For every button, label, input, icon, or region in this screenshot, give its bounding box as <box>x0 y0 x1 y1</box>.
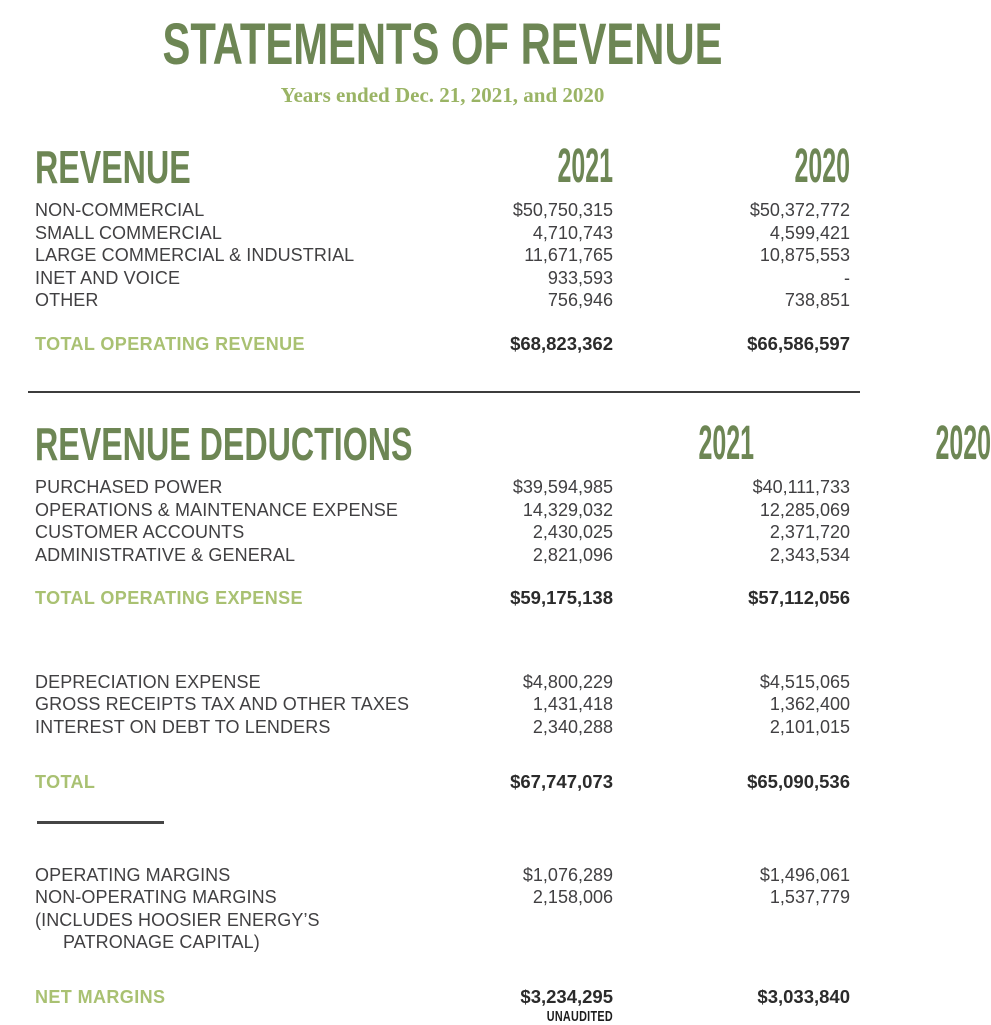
row-value-2020: 2,101,015 <box>769 716 850 737</box>
row-value-2021: 4,710,743 <box>532 222 613 243</box>
note-text: (INCLUDES HOOSIER ENERGY’S <box>35 909 320 930</box>
total-label: TOTAL <box>35 772 96 793</box>
table-row <box>35 199 850 222</box>
row-label: CUSTOMER ACCOUNTS <box>35 522 245 543</box>
margins-rows <box>35 864 850 954</box>
row-value-2020: 2,371,720 <box>769 522 850 543</box>
revenue-section <box>35 140 850 355</box>
row-value-2021: $1,076,289 <box>522 864 613 885</box>
row-value-2020: $4,515,065 <box>759 671 850 692</box>
section-divider <box>28 391 860 393</box>
margins-note-line <box>35 931 850 954</box>
table-row <box>35 671 850 694</box>
spacer <box>35 610 850 671</box>
revenue-section-header: REVENUE <box>35 141 191 194</box>
unaudited-note: UNAUDITED <box>546 1007 613 1025</box>
table-row <box>35 886 850 909</box>
row-label: NON-OPERATING MARGINS <box>35 887 277 908</box>
note-text: PATRONAGE CAPITAL) <box>63 932 260 953</box>
row-label: OPERATING MARGINS <box>35 864 231 885</box>
total-operating-expense-row <box>35 587 850 610</box>
total-value-2020: $65,090,536 <box>747 771 850 793</box>
row-label: PURCHASED POWER <box>35 477 223 498</box>
row-value-2020: 12,285,069 <box>759 499 850 520</box>
deductions-year-2021-header: 2021 <box>698 417 755 471</box>
row-value-2020: 10,875,553 <box>759 245 850 266</box>
row-value-2021: $4,800,229 <box>522 671 613 692</box>
row-value-2021: 2,430,025 <box>532 522 613 543</box>
revenue-rows <box>35 199 850 312</box>
row-value-2020: $1,496,061 <box>759 864 850 885</box>
page-title: STATEMENTS OF REVENUE <box>162 12 723 77</box>
row-value-2021: 1,431,418 <box>532 694 613 715</box>
table-row <box>35 716 850 739</box>
revenue-deductions-section <box>35 417 991 1025</box>
row-value-2020: 2,343,534 <box>769 544 850 565</box>
row-value-2020: 1,537,779 <box>769 887 850 908</box>
total-value-2020: $3,033,840 <box>757 985 850 1007</box>
net-margins-2021-cell <box>433 986 613 1025</box>
row-value-2020: - <box>844 267 850 288</box>
total-value-2020: $66,586,597 <box>747 332 850 354</box>
table-row <box>35 693 850 716</box>
total-label: NET MARGINS <box>35 986 166 1007</box>
row-label: NON-COMMERCIAL <box>35 200 205 221</box>
row-value-2020: $50,372,772 <box>749 200 850 221</box>
deductions-year-2020-header: 2020 <box>935 417 991 471</box>
row-value-2020: 738,851 <box>784 290 850 311</box>
table-row <box>35 267 850 290</box>
deductions-section-header: REVENUE DEDUCTIONS <box>35 418 413 471</box>
total-value-2021: $59,175,138 <box>510 587 613 609</box>
revenue-header-row <box>35 140 850 194</box>
row-label: GROSS RECEIPTS TAX AND OTHER TAXES <box>35 694 410 715</box>
net-margins-row <box>35 986 850 1025</box>
grand-total-row <box>35 771 850 794</box>
row-label: INTEREST ON DEBT TO LENDERS <box>35 716 331 737</box>
table-row <box>35 244 850 267</box>
table-row <box>35 544 850 567</box>
table-row <box>35 864 850 887</box>
row-value-2021: 756,946 <box>547 290 613 311</box>
deductions-rows <box>35 476 850 566</box>
table-row <box>35 222 850 245</box>
total-label: TOTAL OPERATING REVENUE <box>35 333 305 354</box>
total-label: TOTAL OPERATING EXPENSE <box>35 588 303 609</box>
row-value-2021: 11,671,765 <box>524 245 613 266</box>
row-value-2021: 2,158,006 <box>532 887 613 908</box>
row-label: ADMINISTRATIVE & GENERAL <box>35 544 296 565</box>
row-value-2020: 1,362,400 <box>769 694 850 715</box>
total-operating-revenue-row <box>35 333 850 356</box>
row-label: OTHER <box>35 290 99 311</box>
margins-note-line <box>35 909 850 932</box>
other-expense-rows <box>35 671 850 739</box>
total-value-2020: $57,112,056 <box>748 587 850 609</box>
page-subtitle: Years ended Dec. 21, 2021, and 2020 <box>280 83 605 107</box>
row-label: INET AND VOICE <box>35 267 181 288</box>
row-value-2021: 933,593 <box>547 267 613 288</box>
total-value-2021: $68,823,362 <box>510 332 613 354</box>
total-value-2021: $3,234,295 <box>520 985 613 1007</box>
row-value-2021: $50,750,315 <box>512 200 613 221</box>
row-value-2021: $39,594,985 <box>512 477 613 498</box>
row-value-2021: 2,340,288 <box>532 716 613 737</box>
revenue-year-2020-header: 2020 <box>794 140 850 193</box>
row-label: DEPRECIATION EXPENSE <box>35 671 261 692</box>
revenue-year-2021-header: 2021 <box>557 140 613 193</box>
table-row <box>35 521 850 544</box>
deductions-header-row <box>35 417 991 471</box>
row-value-2021: 2,821,096 <box>532 544 613 565</box>
total-value-2021: $67,747,073 <box>510 771 613 793</box>
row-value-2020: $40,111,733 <box>752 477 850 498</box>
subtotal-divider <box>37 821 164 824</box>
row-label: SMALL COMMERCIAL <box>35 222 222 243</box>
row-value-2020: 4,599,421 <box>769 222 850 243</box>
row-label: OPERATIONS & MAINTENANCE EXPENSE <box>35 499 398 520</box>
table-row <box>35 289 850 312</box>
row-value-2021: 14,329,032 <box>522 499 613 520</box>
table-row <box>35 476 850 499</box>
table-row <box>35 499 850 522</box>
row-label: LARGE COMMERCIAL & INDUSTRIAL <box>35 245 355 266</box>
